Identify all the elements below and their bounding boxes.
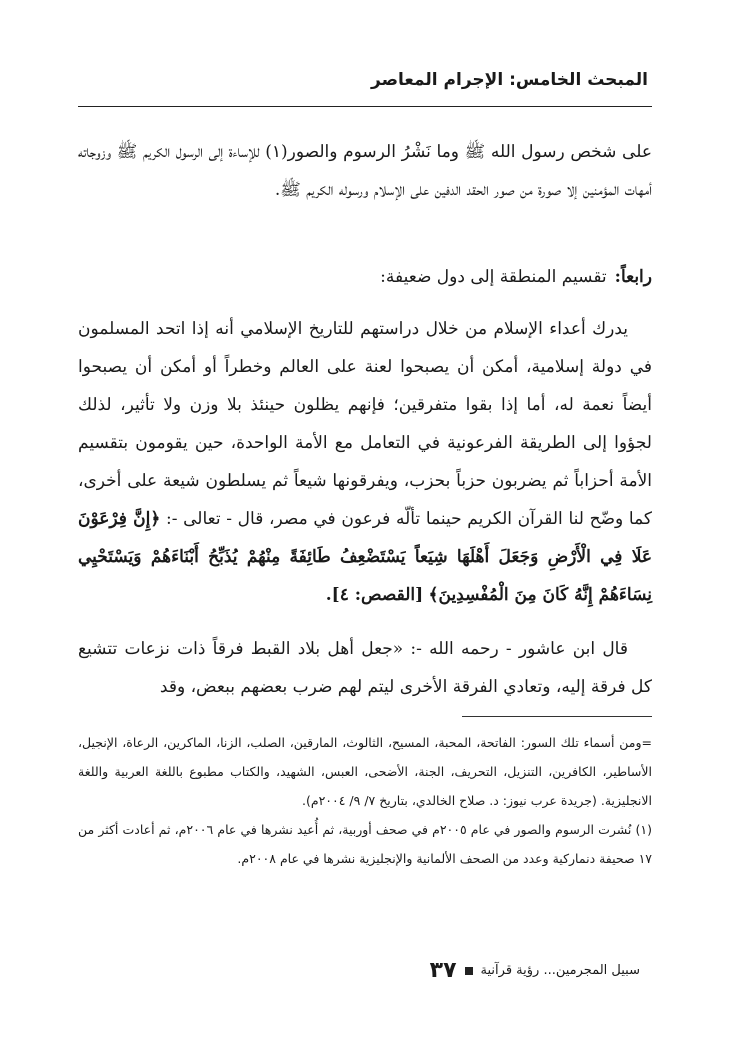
quran-reference: [القصص: ٤]. [325, 585, 424, 605]
header-divider [78, 106, 652, 107]
page-footer [430, 958, 640, 983]
section-number: رابعاً: [614, 267, 652, 287]
section-title: تقسيم المنطقة إلى دول ضعيفة: [380, 267, 607, 287]
quran-verse: ﴿إِنَّ فِرْعَوْنَ عَلَا فِي الْأَرْضِ وَجَعَلَ أَهْلَهَا شِيَعاً يَسْتَضْعِفُ طَائِفَةً مِنْهُمْ يُذَبِّحُ أَبْنَاءَهُمْ وَيَسْتَحْيِي نِسَاءَهُمْ إِنَّهُ كَانَ مِنَ الْمُفْسِدِينَ﴾ [78, 509, 652, 605]
footnote-1: (١) نُشرت الرسوم والصور في عام ٢٠٠٥م في صحف أوربية، ثم أُعيد نشرها في عام ٢٠٠٦م، ثم أعادت أكثر من ١٧ صحيفة دنماركية وعدد من الصحف الألمانية والإنجليزية نشرها في عام ٢٠٠٨م. [78, 822, 652, 866]
section-heading [78, 262, 652, 292]
paragraph-prophet-insult: على شخص رسول الله ﷺ وما نَشْرُ الرسوم والصور(١) للإساءة إلى الرسول الكريم ﷺ وزوجاته أمهات المؤمنين إلا صورة من صور الحقد الدفين على الإسلام ورسوله الكريم ﷺ. [78, 142, 652, 200]
footer-book-title: سبيل المجرمين... رؤية قرآنية [480, 963, 640, 978]
paragraph-ibn-ashur: قال ابن عاشور - رحمه الله -: «جعل أهل بلاد القبط فرقاً ذات نزعات تتشيع كل فرقة إليه، وتعادي الفرقة الأخرى ليتم لهم ضرب بعضهم ببعض، وقد [78, 639, 652, 697]
paragraph-division [78, 310, 652, 614]
footnotes [78, 728, 652, 873]
square-bullet-icon [465, 967, 473, 975]
page-number: ٣٧ [429, 958, 457, 983]
footnote-continued: =ومن أسماء تلك السور: الفاتحة، المحبة، المسيح، الثالوث، المارقين، الصلب، الزنا، الماكرين، الرعاة، الإنجيل، الأساطير، الكافرين، التنزيل، التحريف، الجنة، الأضحى، العبس، الشهيد، والكتاب مطبوع باللغة العربية واللغة الانجليزية. (جريدة عرب نيوز: د. صلاح الخالدي، بتاريخ ٧/ ٩/ ٢٠٠٤م). [78, 735, 652, 808]
paragraph-division-intro: يدرك أعداء الإسلام من خلال دراستهم للتاريخ الإسلامي أنه إذا اتحد المسلمون في دولة إسلامية، أمكن أن يصبحوا لعنة على العالم وخطراً أو أمكن أن يصبحوا أيضاً نعمة له، أما إذا بقوا متفرقين؛ فإنهم يظلون حينئذ بلا وزن ولا تأثير، لذلك لجؤوا إلى الطريقة الفرعونية في التعامل مع الأمة الواحدة، حين يقومون بتقسيم الأمة أحزاباً ثم يضربون حزباً بحزب، ويفرقونها شيعاً ثم يسلطون شيعة على أخرى، كما وضّح لنا القرآن الكريم حينما تألّه فرعون في مصر، قال - تعالى -: [78, 319, 652, 529]
running-header-title: المبحث الخامس: الإجرام المعاصر [371, 70, 648, 90]
footnote-divider [462, 716, 652, 717]
